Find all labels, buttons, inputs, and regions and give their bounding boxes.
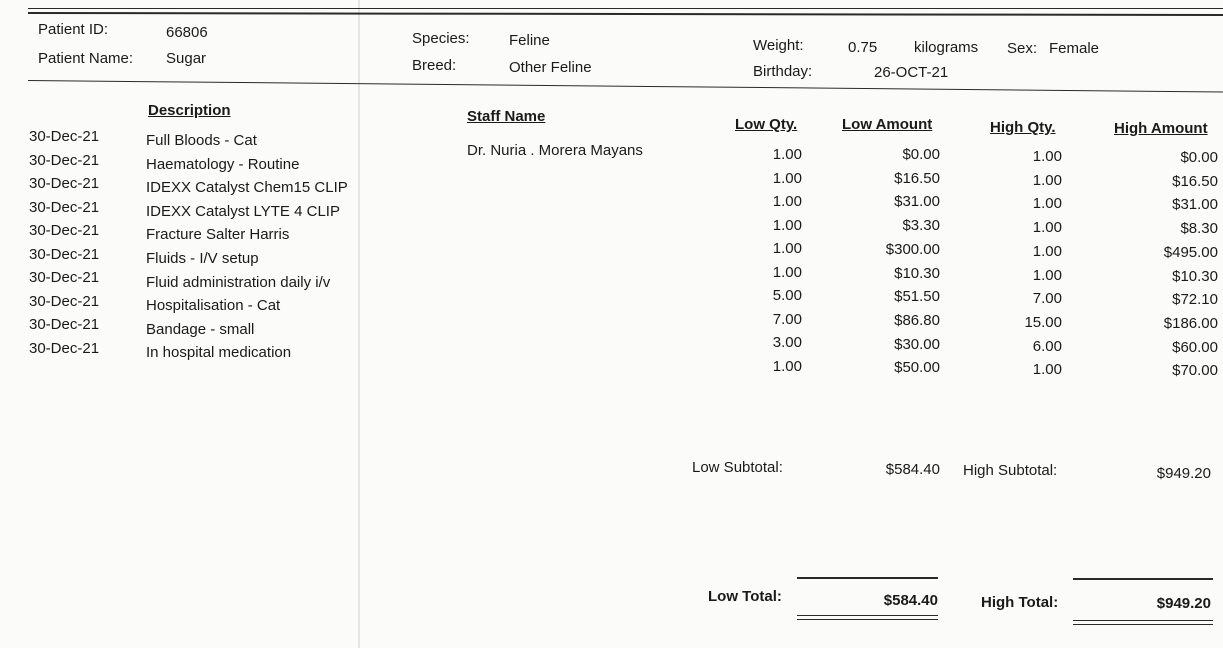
high-total-double-rule-1 (1073, 620, 1213, 621)
paper-fold-shadow (358, 0, 360, 648)
top-rule-thick (28, 12, 1223, 16)
low-total-top-rule (797, 577, 938, 579)
high-subtotal-label: High Subtotal: (963, 462, 1058, 479)
item-low-qty: 3.00 (772, 334, 802, 351)
breed: Other Feline (509, 59, 592, 76)
item-low-qty: 1.00 (772, 216, 802, 234)
item-date: 30-Dec-21 (29, 269, 100, 286)
header-high-amount: High Amount (1114, 120, 1208, 137)
top-rule (28, 8, 1223, 9)
item-date: 30-Dec-21 (29, 175, 100, 192)
item-description: Haematology - Routine (146, 155, 300, 173)
low-subtotal-label: Low Subtotal: (692, 459, 783, 476)
item-low-qty: 1.00 (772, 193, 802, 210)
item-low-amount: $0.00 (902, 146, 940, 163)
header-high-qty: High Qty. (990, 119, 1056, 136)
item-high-qty: 1.00 (1032, 195, 1062, 213)
weight-unit: kilograms (914, 39, 979, 56)
item-high-qty: 1.00 (1032, 242, 1062, 260)
item-low-qty: 5.00 (772, 287, 802, 304)
low-total-label: Low Total: (708, 588, 782, 605)
staff-name: Dr. Nuria . Morera Mayans (467, 142, 643, 159)
low-subtotal-value: $584.40 (885, 461, 940, 478)
header-low-qty: Low Qty. (735, 116, 798, 133)
item-date: 30-Dec-21 (29, 245, 100, 263)
item-high-amount: $60.00 (1172, 338, 1218, 356)
item-description: In hospital medication (146, 344, 292, 362)
weight-label: Weight: (753, 37, 804, 54)
item-high-amount: $72.10 (1172, 291, 1218, 309)
item-description: Fracture Salter Harris (146, 226, 290, 244)
birthday: 26-OCT-21 (874, 64, 949, 81)
item-description: Fluids - I/V setup (146, 250, 259, 267)
low-total-double-rule-1 (797, 615, 938, 616)
item-low-amount: $10.30 (894, 264, 940, 282)
high-total-top-rule (1073, 578, 1213, 580)
item-low-amount: $50.00 (894, 359, 940, 377)
item-description: IDEXX Catalyst Chem15 CLIP (146, 179, 348, 197)
item-low-amount: $30.00 (894, 335, 940, 353)
item-description: Fluid administration daily i/v (146, 273, 331, 291)
item-low-amount: $300.00 (885, 240, 940, 258)
high-total-label: High Total: (981, 594, 1059, 611)
item-high-qty: 1.00 (1032, 219, 1062, 237)
header-low-amount: Low Amount (842, 116, 933, 133)
item-low-amount: $16.50 (894, 169, 940, 187)
item-date: 30-Dec-21 (29, 128, 100, 145)
item-low-amount: $51.50 (894, 288, 940, 306)
item-low-qty: 1.00 (772, 357, 802, 375)
item-high-qty: 1.00 (1032, 266, 1062, 284)
item-low-qty: 1.00 (772, 240, 802, 257)
item-description: Hospitalisation - Cat (146, 297, 281, 315)
birthday-label: Birthday: (753, 63, 813, 80)
species-label: Species: (412, 30, 470, 47)
item-high-qty: 15.00 (1024, 313, 1062, 331)
item-high-amount: $31.00 (1172, 196, 1218, 214)
item-low-qty: 1.00 (772, 169, 802, 187)
header-staff-name: Staff Name (467, 108, 546, 125)
item-description: Full Bloods - Cat (146, 132, 257, 149)
item-low-qty: 1.00 (772, 146, 802, 163)
high-total-double-rule-2 (1073, 624, 1213, 625)
patient-name: Sugar (166, 50, 207, 67)
sex-label: Sex: (1007, 40, 1038, 57)
patient-id: 66806 (166, 24, 208, 41)
weight: 0.75 (848, 39, 878, 56)
item-date: 30-Dec-21 (29, 316, 100, 333)
header-divider (28, 80, 1223, 92)
item-high-amount: $70.00 (1172, 362, 1218, 380)
high-total-value: $949.20 (1156, 595, 1211, 612)
item-low-qty: 1.00 (772, 263, 802, 281)
item-high-amount: $495.00 (1163, 243, 1218, 261)
sex: Female (1049, 40, 1100, 57)
low-total-value: $584.40 (883, 592, 938, 609)
patient-id-label: Patient ID: (38, 21, 109, 38)
item-description: IDEXX Catalyst LYTE 4 CLIP (146, 202, 340, 220)
item-high-amount: $186.00 (1163, 314, 1218, 332)
item-low-amount: $86.80 (894, 311, 940, 329)
item-low-qty: 7.00 (772, 310, 802, 328)
item-high-amount: $10.30 (1172, 267, 1218, 285)
item-date: 30-Dec-21 (29, 222, 100, 239)
item-date: 30-Dec-21 (29, 151, 100, 169)
item-low-amount: $31.00 (894, 193, 940, 211)
species: Feline (509, 32, 550, 49)
item-high-qty: 7.00 (1032, 290, 1062, 308)
item-high-qty: 6.00 (1032, 337, 1062, 355)
header-description: Description (148, 102, 231, 119)
item-low-amount: $3.30 (902, 217, 940, 235)
item-high-amount: $16.50 (1172, 172, 1218, 190)
low-total-double-rule-2 (797, 619, 938, 620)
item-date: 30-Dec-21 (29, 292, 100, 310)
patient-name-label: Patient Name: (38, 50, 134, 67)
item-high-qty: 1.00 (1032, 148, 1062, 165)
item-date: 30-Dec-21 (29, 198, 100, 216)
item-high-qty: 1.00 (1032, 361, 1062, 379)
breed-label: Breed: (412, 57, 457, 74)
item-description: Bandage - small (146, 320, 255, 338)
item-high-amount: $8.30 (1180, 220, 1218, 238)
item-high-amount: $0.00 (1180, 149, 1218, 166)
item-high-qty: 1.00 (1032, 171, 1062, 189)
item-date: 30-Dec-21 (29, 339, 100, 357)
high-subtotal-value: $949.20 (1156, 465, 1211, 482)
